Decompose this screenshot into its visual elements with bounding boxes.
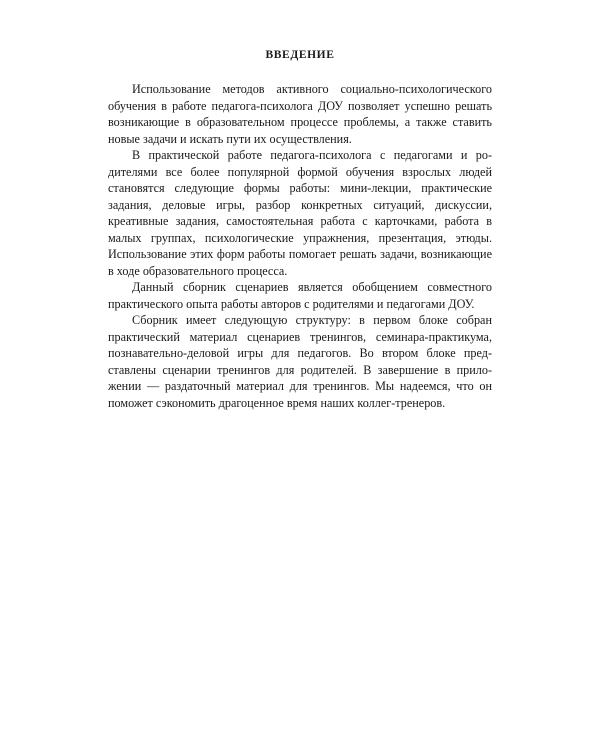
paragraph-2: В практической работе педагога-психолога с педагогами и родителями все более популярной формой обучения взрослых людей становятся следующие формы работы: мини-лекции, практические задания, деловые игры, разбор конкретных ситуаций, дискуссии, креативные задания, самостоятельная работа с карточками, работа в малых группах, психологические упражнения, презентация, этюды. Использование этих форм работы помогает решать задачи, возникающие в ходе образовательного процесса. bbox=[108, 148, 492, 278]
section-heading: ВВЕДЕНИЕ bbox=[265, 49, 335, 61]
paragraph-4: Сборник имеет следующую структуру: в первом блоке собран практический материал сценариев тренингов, семинара-практикума, познавательно-деловой игры для педагогов. Во втором блоке представлены сценарии тренингов для родителей. В завершение в приложении — раздаточный материал для тренингов. Мы надеемся, что он поможет сэкономить драгоценное время наших коллег-тренеров. bbox=[108, 313, 492, 410]
paragraph-3: Данный сборник сценариев является обобщением совместного практического опыта работы авторов с родителями и педагогами ДОУ. bbox=[108, 280, 492, 311]
page-content bbox=[108, 48, 492, 411]
paragraph-1: Использование методов активного социально-психологического обучения в работе педагога-психолога ДОУ позволяет успешно решать возникающие в образовательном процессе проблемы, а также ставить новые задачи и искать пути их осуществления. bbox=[108, 82, 492, 146]
